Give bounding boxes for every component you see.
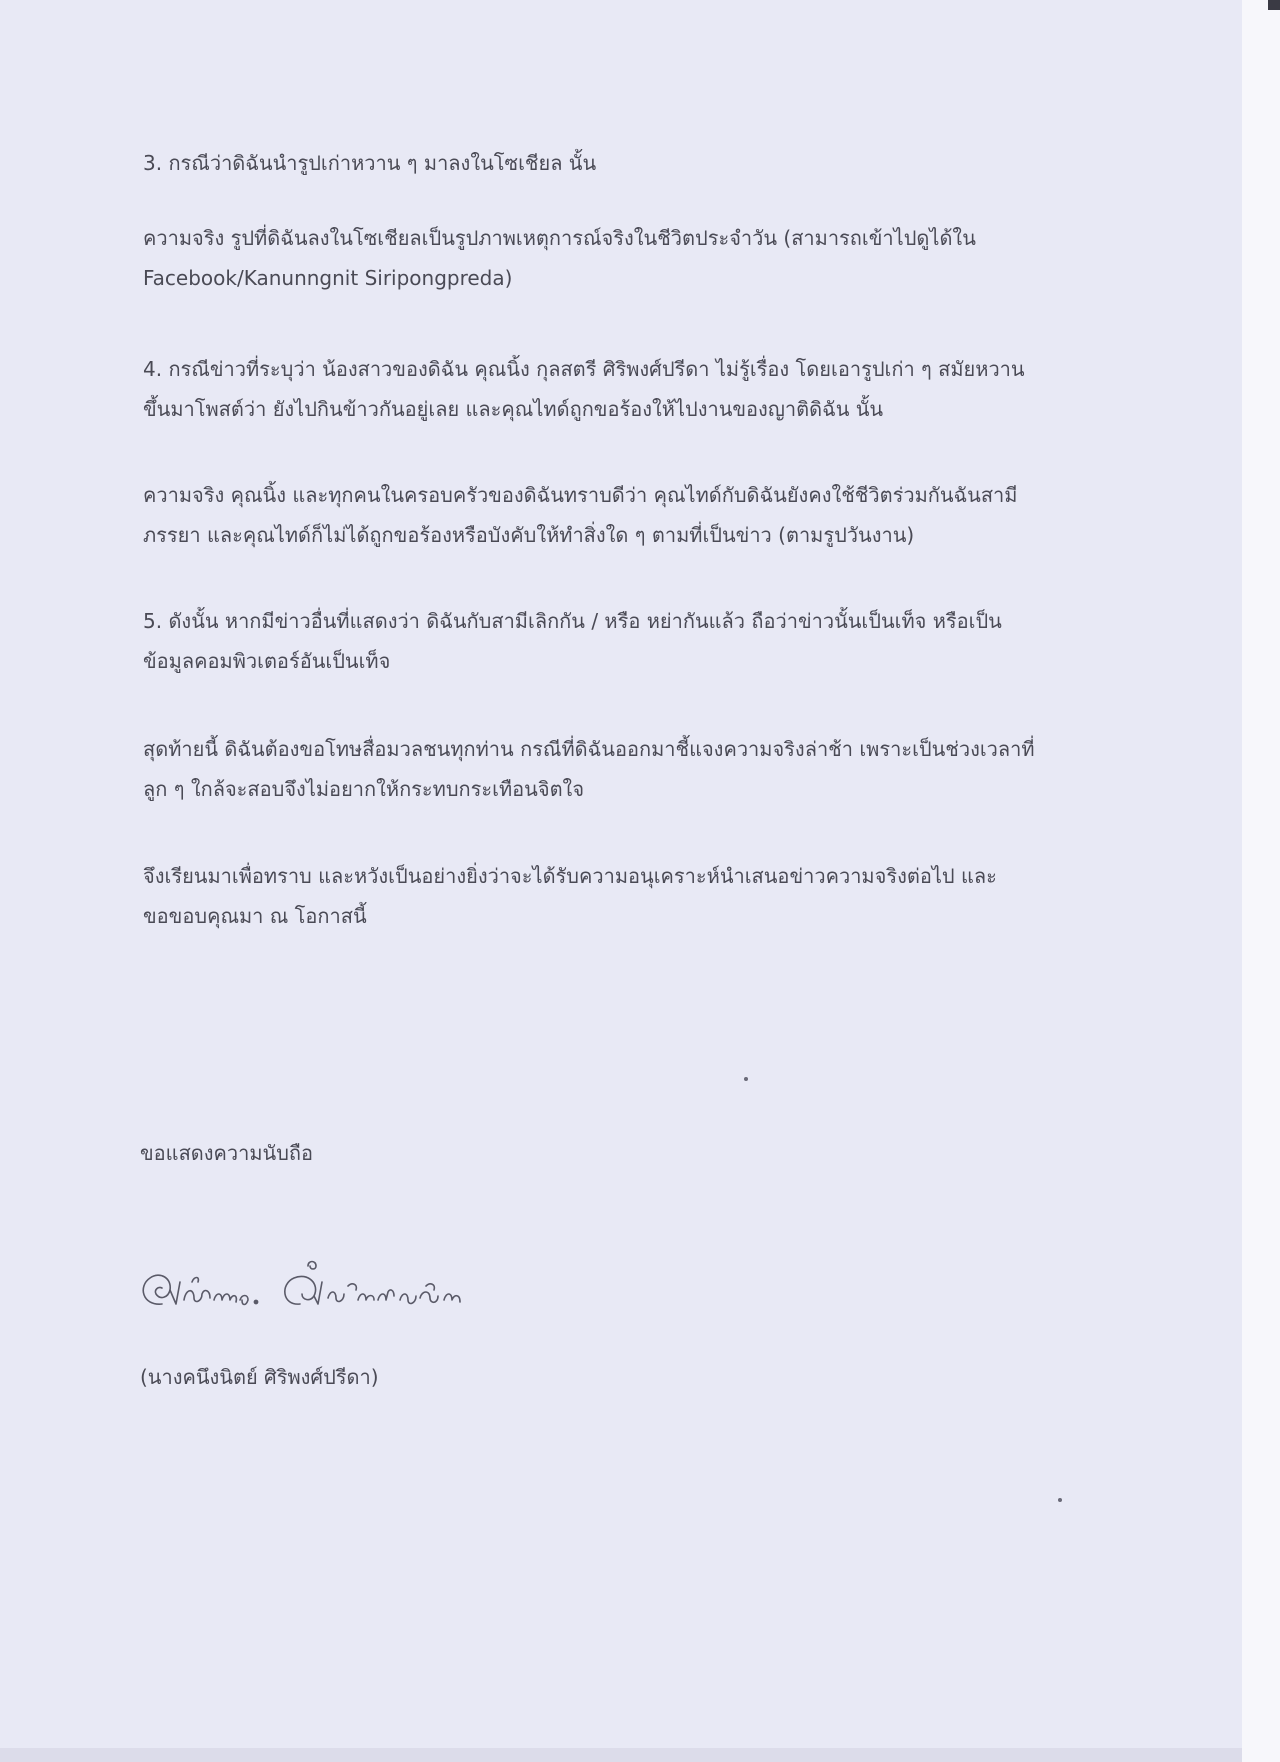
item-3-fact-line-1: ความจริง รูปที่ดิฉันลงในโซเชียลเป็นรูปภาพเหตุการณ์จริงในชีวิตประจำวัน (สามารถเข้าไปดูได้ใน (143, 226, 976, 250)
item-5-line-1: 5. ดังนั้น หากมีข่าวอื่นที่แสดงว่า ดิฉันกับสามีเลิกกัน / หรือ หย่ากันแล้ว ถือว่าข่าวนั้นเป็นเท็จ หรือเป็น (143, 609, 1002, 633)
scan-speck (744, 1077, 748, 1081)
item-4-line-1: 4. กรณีข่าวที่ระบุว่า น้องสาวของดิฉัน คุณนิ้ง กุลสตรี ศิริพงศ์ปรีดา ไม่รู้เรื่อง โดยเอารูปเก่า ๆ สมัยหวาน (143, 357, 1025, 381)
item-4-fact-line-2: ภรรยา และคุณไทด์ก็ไม่ได้ถูกขอร้องหรือบังคับให้ทำสิ่งใด ๆ ตามที่เป็นข่าว (ตามรูปวันงาน) (143, 523, 915, 547)
item-3-line-1: 3. กรณีว่าดิฉันนำรูปเก่าหวาน ๆ มาลงในโซเชียล นั้น (143, 151, 597, 175)
signatory-name: (นางคนึงนิตย์ ศิริพงศ์ปรีดา) (140, 1365, 379, 1389)
item-4-line-2: ขึ้นมาโพสต์ว่า ยังไปกินข้าวกันอยู่เลย และคุณไทด์ถูกขอร้องให้ไปงานของญาติดิฉัน นั้น (143, 397, 884, 421)
apology-paragraph (143, 729, 1035, 809)
closing-paragraph (143, 856, 997, 936)
item-4-fact (143, 475, 1017, 555)
scan-corner-mark (1268, 0, 1280, 10)
item-3-fact (143, 218, 976, 298)
closing-paragraph-line-1: จึงเรียนมาเพื่อทราบ และหวังเป็นอย่างยิ่งว่าจะได้รับความอนุเคราะห์นำเสนอข่าวความจริงต่อไป และ (143, 864, 997, 888)
item-3-fact-line-2: Facebook/Kanunngnit Siripongpreda) (143, 266, 513, 290)
item-5 (143, 601, 1002, 681)
item-5-line-2: ข้อมูลคอมพิวเตอร์อันเป็นเท็จ (143, 649, 391, 673)
valediction: ขอแสดงความนับถือ (140, 1141, 314, 1165)
scan-right-margin (1242, 0, 1280, 1762)
apology-line-1: สุดท้ายนี้ ดิฉันต้องขอโทษสื่อมวลชนทุกท่าน กรณีที่ดิฉันออกมาชี้แจงความจริงล่าช้า เพราะเป็นช่วงเวลาที่ (143, 737, 1035, 761)
apology-line-2: ลูก ๆ ใกล้จะสอบจึงไม่อยากให้กระทบกระเทือนจิตใจ (143, 777, 585, 801)
handwritten-signature (132, 1238, 512, 1328)
item-4-fact-line-1: ความจริง คุณนิ้ง และทุกคนในครอบครัวของดิฉันทราบดีว่า คุณไทด์กับดิฉันยังคงใช้ชีวิตร่วมกันฉันสามี (143, 483, 1018, 507)
item-4 (143, 349, 1025, 429)
closing-paragraph-line-2: ขอขอบคุณมา ณ โอกาสนี้ (143, 904, 367, 928)
scan-speck (1058, 1498, 1062, 1502)
item-3 (143, 143, 596, 183)
